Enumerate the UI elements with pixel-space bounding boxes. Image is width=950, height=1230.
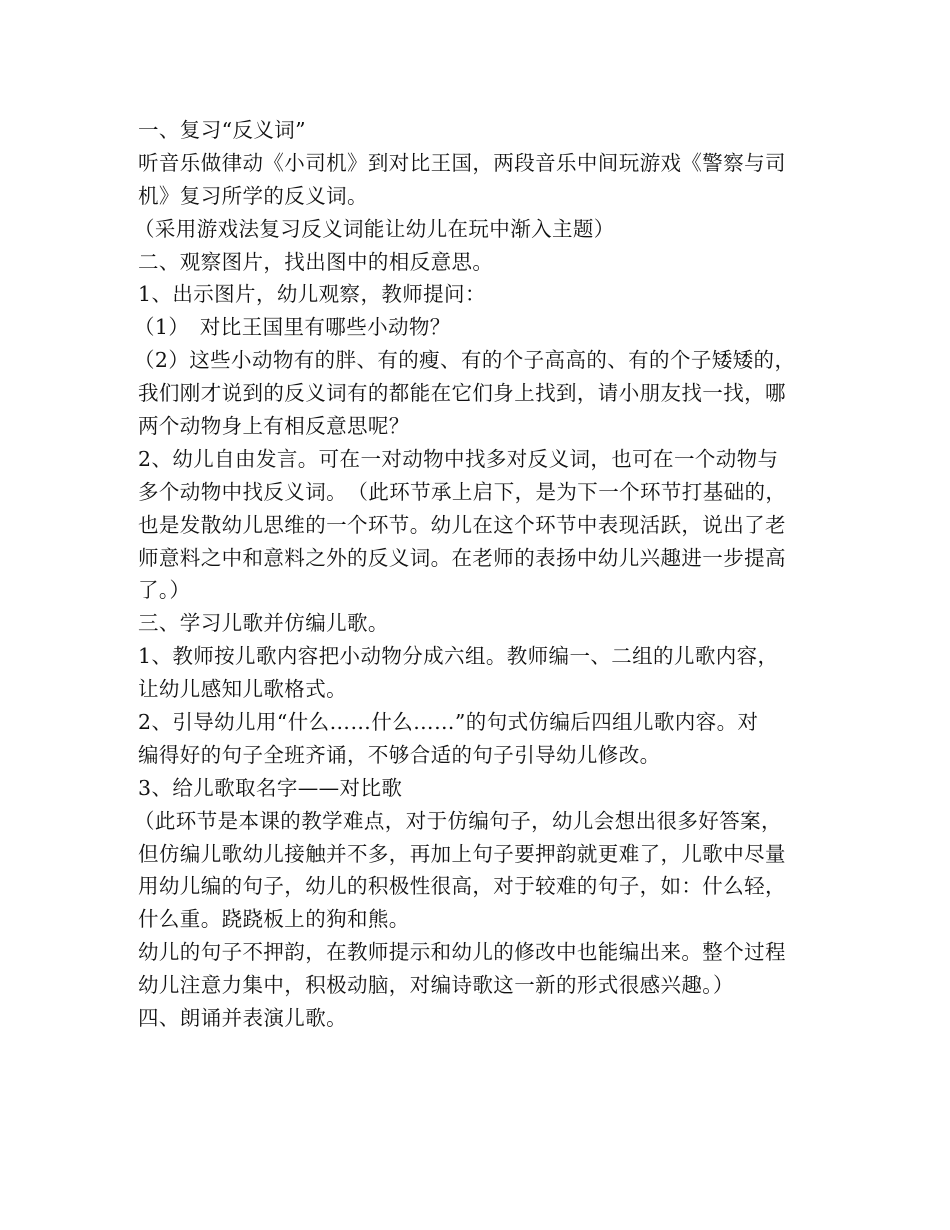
list-item: （1） 对比王国里有哪些小动物？ bbox=[134, 315, 451, 340]
list-item: 3、给儿歌取名字——对比歌 bbox=[138, 775, 403, 800]
paragraph-line: 我们刚才说到的反义词有的都能在它们身上找到，请小朋友找一找，哪 bbox=[138, 381, 786, 406]
paragraph-line: 多个动物中找反义词。 （此环节承上启下，是为下一个环节打基础的， bbox=[138, 479, 787, 504]
paragraph-line: 让幼儿感知儿歌格式。 bbox=[138, 677, 347, 702]
paragraph-line: 幼儿的句子不押韵，在教师提示和幼儿的修改中也能编出来。整个过程 bbox=[138, 940, 786, 965]
list-item: 2、幼儿自由发言。可在一对动物中找多对反义词，也可在一个动物与 bbox=[138, 446, 779, 471]
heading-learn-songs: 三、学习儿歌并仿编儿歌。 bbox=[138, 611, 389, 636]
paragraph-line: 幼儿注意力集中，积极动脑，对编诗歌这一新的形式很感兴趣。） bbox=[138, 973, 734, 998]
paragraph-line: 但仿编儿歌幼儿接触并不多，再加上句子要押韵就更难了，儿歌中尽量 bbox=[138, 841, 786, 866]
paragraph-line: 师意料之中和意料之外的反义词。在老师的表扬中幼儿兴趣进一步提高 bbox=[138, 545, 786, 570]
list-item: 1、出示图片，幼儿观察，教师提问： bbox=[138, 282, 486, 307]
list-item: （2）这些小动物有的胖、有的瘦、有的个子高高的、有的个子矮矮的， bbox=[134, 348, 796, 373]
paragraph-note: （采用游戏法复习反义词能让幼儿在玩中渐入主题） bbox=[134, 216, 615, 241]
paragraph-line: 机》复习所学的反义词。 bbox=[138, 183, 368, 208]
list-item: 1、教师按儿歌内容把小动物分成六组。教师编一、二组的儿歌内容， bbox=[138, 644, 779, 669]
paragraph-line: 也是发散幼儿思维的一个环节。幼儿在这个环节中表现活跃，说出了老 bbox=[138, 512, 786, 537]
paragraph-line: 编得好的句子全班齐诵，不够合适的句子引导幼儿修改。 bbox=[138, 742, 661, 767]
list-item: 2、引导幼儿用“什么……什么……”的句式仿编后四组儿歌内容。对 bbox=[138, 710, 759, 735]
paragraph-line: 听音乐做律动《小司机》到对比王国，两段音乐中间玩游戏《警察与司 bbox=[138, 150, 786, 175]
heading-review-antonyms: 一、复习“反义词” bbox=[138, 118, 307, 142]
paragraph-line: 两个动物身上有相反意思呢？ bbox=[138, 414, 410, 439]
paragraph-line: 用幼儿编的句子，幼儿的积极性很高，对于较难的句子，如：什么轻， bbox=[138, 874, 786, 899]
document-body bbox=[134, 114, 828, 1035]
paragraph-note: （此环节是本课的教学难点，对于仿编句子，幼儿会想出很多好答案， bbox=[134, 808, 782, 833]
heading-recite-perform: 四、朗诵并表演儿歌。 bbox=[138, 1006, 347, 1031]
paragraph-line: 了。） bbox=[138, 578, 191, 603]
paragraph-line: 什么重。跷跷板上的狗和熊。 bbox=[138, 907, 410, 932]
heading-observe-pictures: 二、观察图片，找出图中的相反意思。 bbox=[138, 249, 494, 274]
